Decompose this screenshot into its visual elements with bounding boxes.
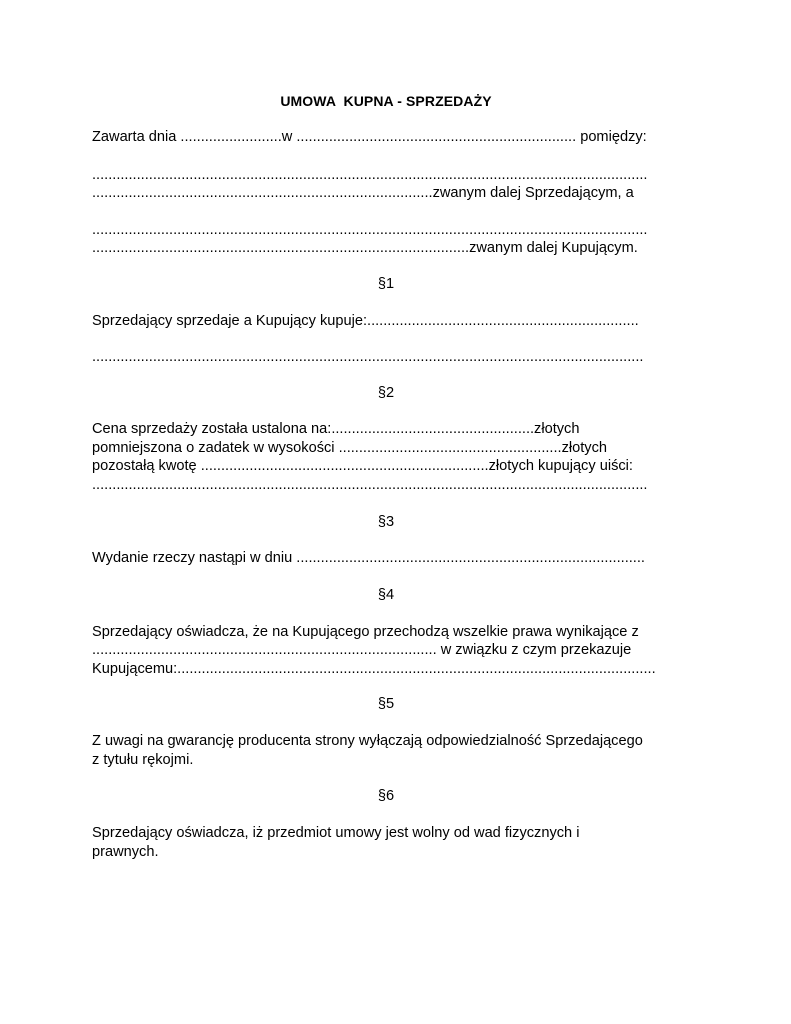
section-2-line-3: pozostałą kwotę .......................................................................złotych kupujący uiści: bbox=[92, 458, 633, 474]
section-3-heading: §3 bbox=[377, 514, 395, 530]
section-1-line-2: ........................................................................................................................................ bbox=[92, 349, 644, 365]
section-1-heading: §1 bbox=[377, 276, 395, 292]
section-2-line-2: pomniejszona o zadatek w wysokości .......................................................złotych bbox=[92, 440, 608, 456]
section-2-heading: §2 bbox=[377, 385, 395, 401]
section-1-line-1: Sprzedający sprzedaje a Kupujący kupuje:................................................................... bbox=[92, 313, 639, 329]
buyer-fill-line-2: .............................................................................................zwanym dalej Kupującym. bbox=[92, 240, 638, 256]
section-3-line-1: Wydanie rzeczy nastąpi w dniu ...................................................................................... bbox=[92, 550, 645, 566]
buyer-fill-line-1: ......................................................................................................................................... bbox=[92, 222, 648, 238]
section-4-heading: §4 bbox=[377, 587, 395, 603]
section-5-line-2: z tytułu rękojmi. bbox=[92, 752, 194, 768]
section-4-line-2: ..................................................................................... w związku z czym przekazuje bbox=[92, 642, 632, 658]
seller-fill-line-2: ....................................................................................zwanym dalej Sprzedającym, a bbox=[92, 185, 634, 201]
section-6-line-2: prawnych. bbox=[92, 844, 159, 860]
section-4-line-3: Kupującemu:...................................................................................................................... bbox=[92, 661, 656, 677]
section-4-line-1: Sprzedający oświadcza, że na Kupującego przechodzą wszelkie prawa wynikające z bbox=[92, 624, 639, 640]
intro-date-place-line: Zawarta dnia .........................w ..................................................................... pomiędzy: bbox=[92, 129, 647, 145]
section-2-line-4: ......................................................................................................................................... bbox=[92, 477, 648, 493]
section-5-heading: §5 bbox=[377, 696, 395, 712]
document-title: UMOWA KUPNA - SPRZEDAŻY bbox=[280, 93, 492, 109]
section-6-line-1: Sprzedający oświadcza, iż przedmiot umowy jest wolny od wad fizycznych i bbox=[92, 825, 580, 841]
section-5-line-1: Z uwagi na gwarancję producenta strony wyłączają odpowiedzialność Sprzedającego bbox=[92, 733, 643, 749]
seller-fill-line-1: ......................................................................................................................................... bbox=[92, 167, 648, 183]
section-2-line-1: Cena sprzedaży została ustalona na:..................................................złotych bbox=[92, 421, 580, 437]
section-6-heading: §6 bbox=[377, 788, 395, 804]
